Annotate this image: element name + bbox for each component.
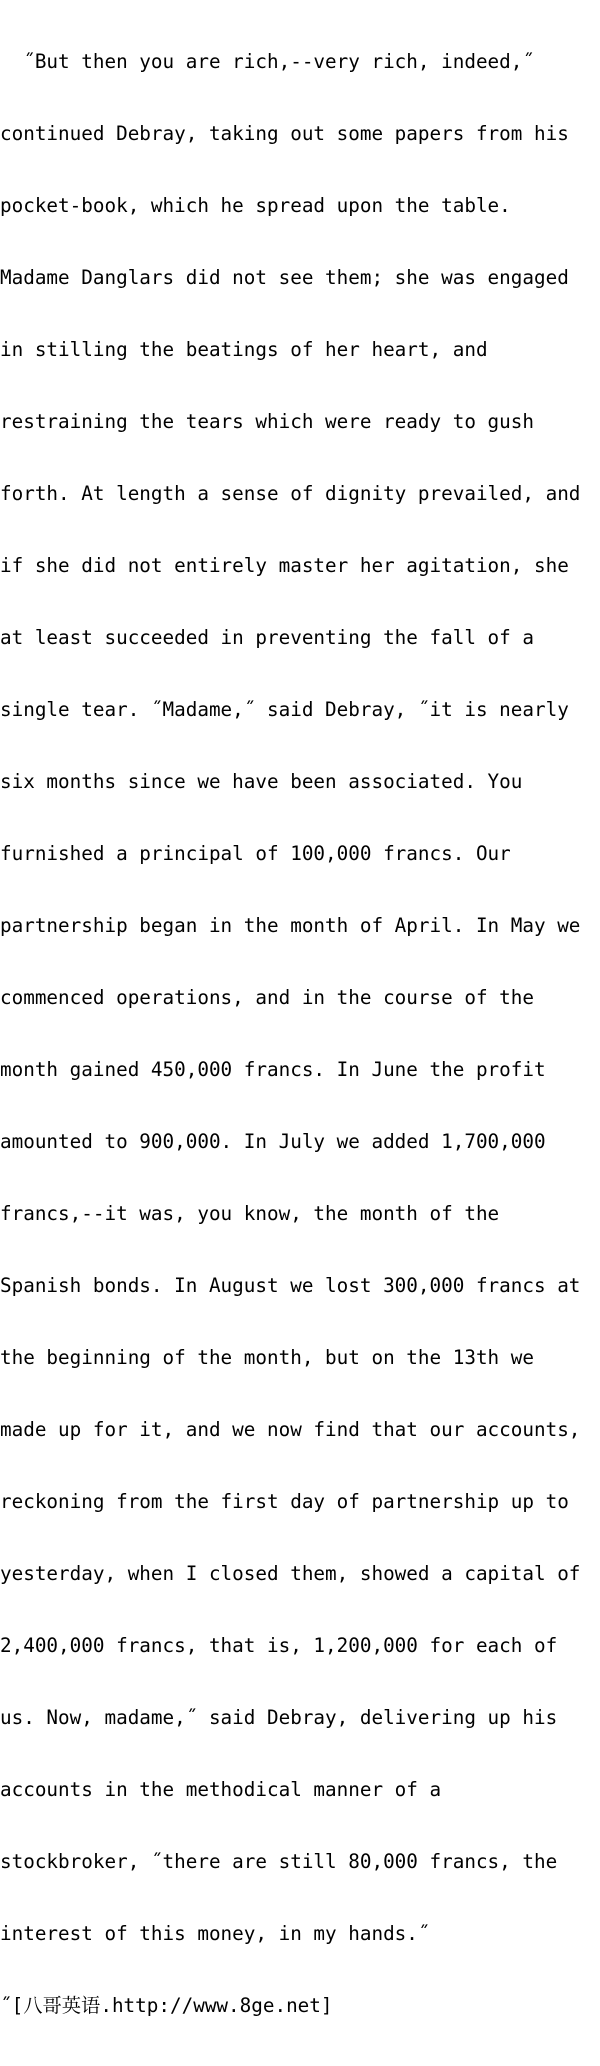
text-line: reckoning from the first day of partnership up to bbox=[0, 1490, 569, 1513]
text-line: commenced operations, and in the course of the bbox=[0, 986, 534, 1009]
text-line: if she did not entirely master her agitation, she bbox=[0, 554, 569, 577]
text-line: partnership began in the month of April. In May we bbox=[0, 914, 581, 937]
text-line: Spanish bonds. In August we lost 300,000 francs at bbox=[0, 1274, 581, 1297]
text-line: restraining the tears which were ready to gush bbox=[0, 410, 534, 433]
text-line: furnished a principal of 100,000 francs. Our bbox=[0, 842, 511, 865]
text-line: at least succeeded in preventing the fall of a bbox=[0, 626, 534, 649]
text-line: six months since we have been associated. You bbox=[0, 770, 523, 793]
text-line: ˝But then you are rich,--very rich, indeed,˝ bbox=[0, 50, 534, 73]
text-line: 2,400,000 francs, that is, 1,200,000 for each of bbox=[0, 1634, 558, 1657]
text-line: amounted to 900,000. In July we added 1,700,000 bbox=[0, 1130, 546, 1153]
text-line: single tear. ˝Madame,˝ said Debray, ˝it is nearly bbox=[0, 698, 569, 721]
text-line: yesterday, when I closed them, showed a capital of bbox=[0, 1562, 581, 1585]
text-line: us. Now, madame,˝ said Debray, delivering up his bbox=[0, 1706, 558, 1729]
text-line: Madame Danglars did not see them; she was engaged bbox=[0, 266, 569, 289]
source-link-line: ˝[八哥英语.http://www.8ge.net] bbox=[0, 1994, 333, 2017]
text-line: pocket-book, which he spread upon the table. bbox=[0, 194, 511, 217]
text-line: the beginning of the month, but on the 13th we bbox=[0, 1346, 534, 1369]
text-line: month gained 450,000 francs. In June the profit bbox=[0, 1058, 546, 1081]
text-line: stockbroker, ˝there are still 80,000 francs, the bbox=[0, 1850, 558, 1873]
text-line: made up for it, and we now find that our accounts, bbox=[0, 1418, 581, 1441]
text-line: in stilling the beatings of her heart, and bbox=[0, 338, 488, 361]
text-line: continued Debray, taking out some papers from his bbox=[0, 122, 569, 145]
text-line: francs,--it was, you know, the month of the bbox=[0, 1202, 500, 1225]
text-line: interest of this money, in my hands.˝ bbox=[0, 1922, 430, 1945]
text-line: accounts in the methodical manner of a bbox=[0, 1778, 442, 1801]
document-text bbox=[0, 2, 600, 2066]
text-line: forth. At length a sense of dignity prevailed, and bbox=[0, 482, 581, 505]
